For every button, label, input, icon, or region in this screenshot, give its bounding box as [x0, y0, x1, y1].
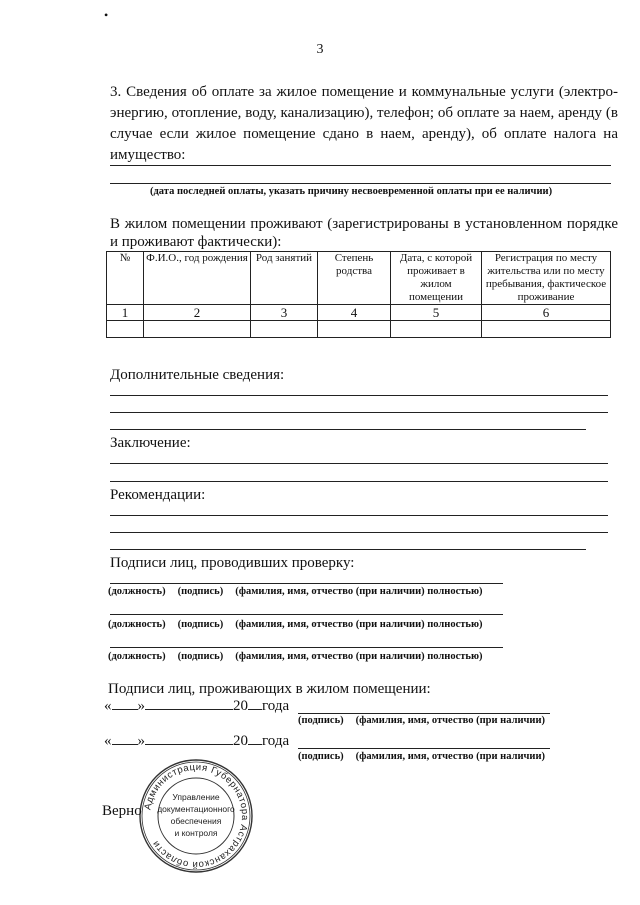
col-number-1: 1: [107, 305, 144, 321]
date-line-2: « » 20 года: [104, 733, 290, 749]
table-header-row: [107, 252, 611, 305]
header-kinship: Степень родства: [318, 252, 391, 305]
conclusion-label: Заключение:: [110, 435, 191, 451]
header-occupation: Род занятий: [251, 252, 318, 305]
inspectors-label: Подписи лиц, проводивших проверку:: [110, 555, 355, 571]
recommendations-line-3: [110, 549, 586, 550]
stamp-line-4: и контроля: [174, 828, 218, 838]
resident-caption-1: (подпись) (фамилия, имя, отчество (при наличии): [298, 715, 546, 726]
verno-label: Верно: [102, 803, 142, 819]
conclusion-line-1: [110, 463, 608, 464]
inspector-line-1: [110, 583, 503, 584]
residents-table: [106, 251, 611, 338]
payment-line-1: [110, 165, 611, 166]
inspector-caption-1: (должность) (подпись) (фамилия, имя, отчество (при наличии) полностью): [108, 586, 483, 597]
conclusion-line-2: [110, 481, 608, 482]
payment-line-2: [110, 183, 611, 184]
additional-line-3: [110, 429, 586, 430]
page-mark: •: [104, 8, 109, 22]
inspector-caption-3: (должность) (подпись) (фамилия, имя, отчество (при наличии) полностью): [108, 651, 483, 662]
col-number-5: 5: [391, 305, 482, 321]
residents-heading: В жилом помещении проживают (зарегистрированы в установленном порядке и проживают фактически):: [110, 216, 618, 250]
inspector-line-3: [110, 647, 503, 648]
recommendations-line-1: [110, 515, 608, 516]
official-stamp: [138, 758, 254, 874]
resident-caption-2: (подпись) (фамилия, имя, отчество (при наличии): [298, 751, 546, 762]
recommendations-line-2: [110, 532, 608, 533]
additional-line-2: [110, 412, 608, 413]
resident-sign-line-2: [298, 748, 550, 749]
header-fio: Ф.И.О., год рождения: [144, 252, 251, 305]
stamp-ring-text: Администрация Губернатора Астраханской области: [142, 761, 251, 871]
col-number-2: 2: [144, 305, 251, 321]
header-registration: Регистрация по месту жительства или по месту пребывания, фактическое проживание: [482, 252, 611, 305]
col-number-3: 3: [251, 305, 318, 321]
header-no: №: [107, 252, 144, 305]
date-line-1: « » 20 года: [104, 698, 290, 714]
header-since-date: Дата, с которой проживает в жилом помещении: [391, 252, 482, 305]
table-row: [107, 305, 611, 321]
col-number-4: 4: [318, 305, 391, 321]
stamp-line-2: документационного: [157, 804, 235, 814]
payment-caption: (дата последней оплаты, указать причину несвоевременной оплаты при ее наличии): [150, 186, 553, 197]
inspector-caption-2: (должность) (подпись) (фамилия, имя, отчество (при наличии) полностью): [108, 619, 483, 630]
section-3-text: 3. Сведения об оплате за жилое помещение и коммунальные услуги (электроэнергию, отопление, воду, канализацию), телефон; об оплате за наем, аренду (в случае если жилое помещение сдано в наем, аренду), об оплате налога на имущество:: [110, 84, 618, 163]
col-number-6: 6: [482, 305, 611, 321]
recommendations-label: Рекомендации:: [110, 487, 206, 503]
table-row: [107, 321, 611, 338]
inspector-line-2: [110, 614, 503, 615]
stamp-line-1: Управление: [172, 792, 220, 802]
additional-line-1: [110, 395, 608, 396]
resident-sign-line-1: [298, 713, 550, 714]
stamp-line-3: обеспечения: [170, 816, 222, 826]
additional-label: Дополнительные сведения:: [110, 367, 285, 383]
residents-sign-label: Подписи лиц, проживающих в жилом помещении:: [108, 681, 431, 697]
page-number: 3: [316, 42, 324, 57]
